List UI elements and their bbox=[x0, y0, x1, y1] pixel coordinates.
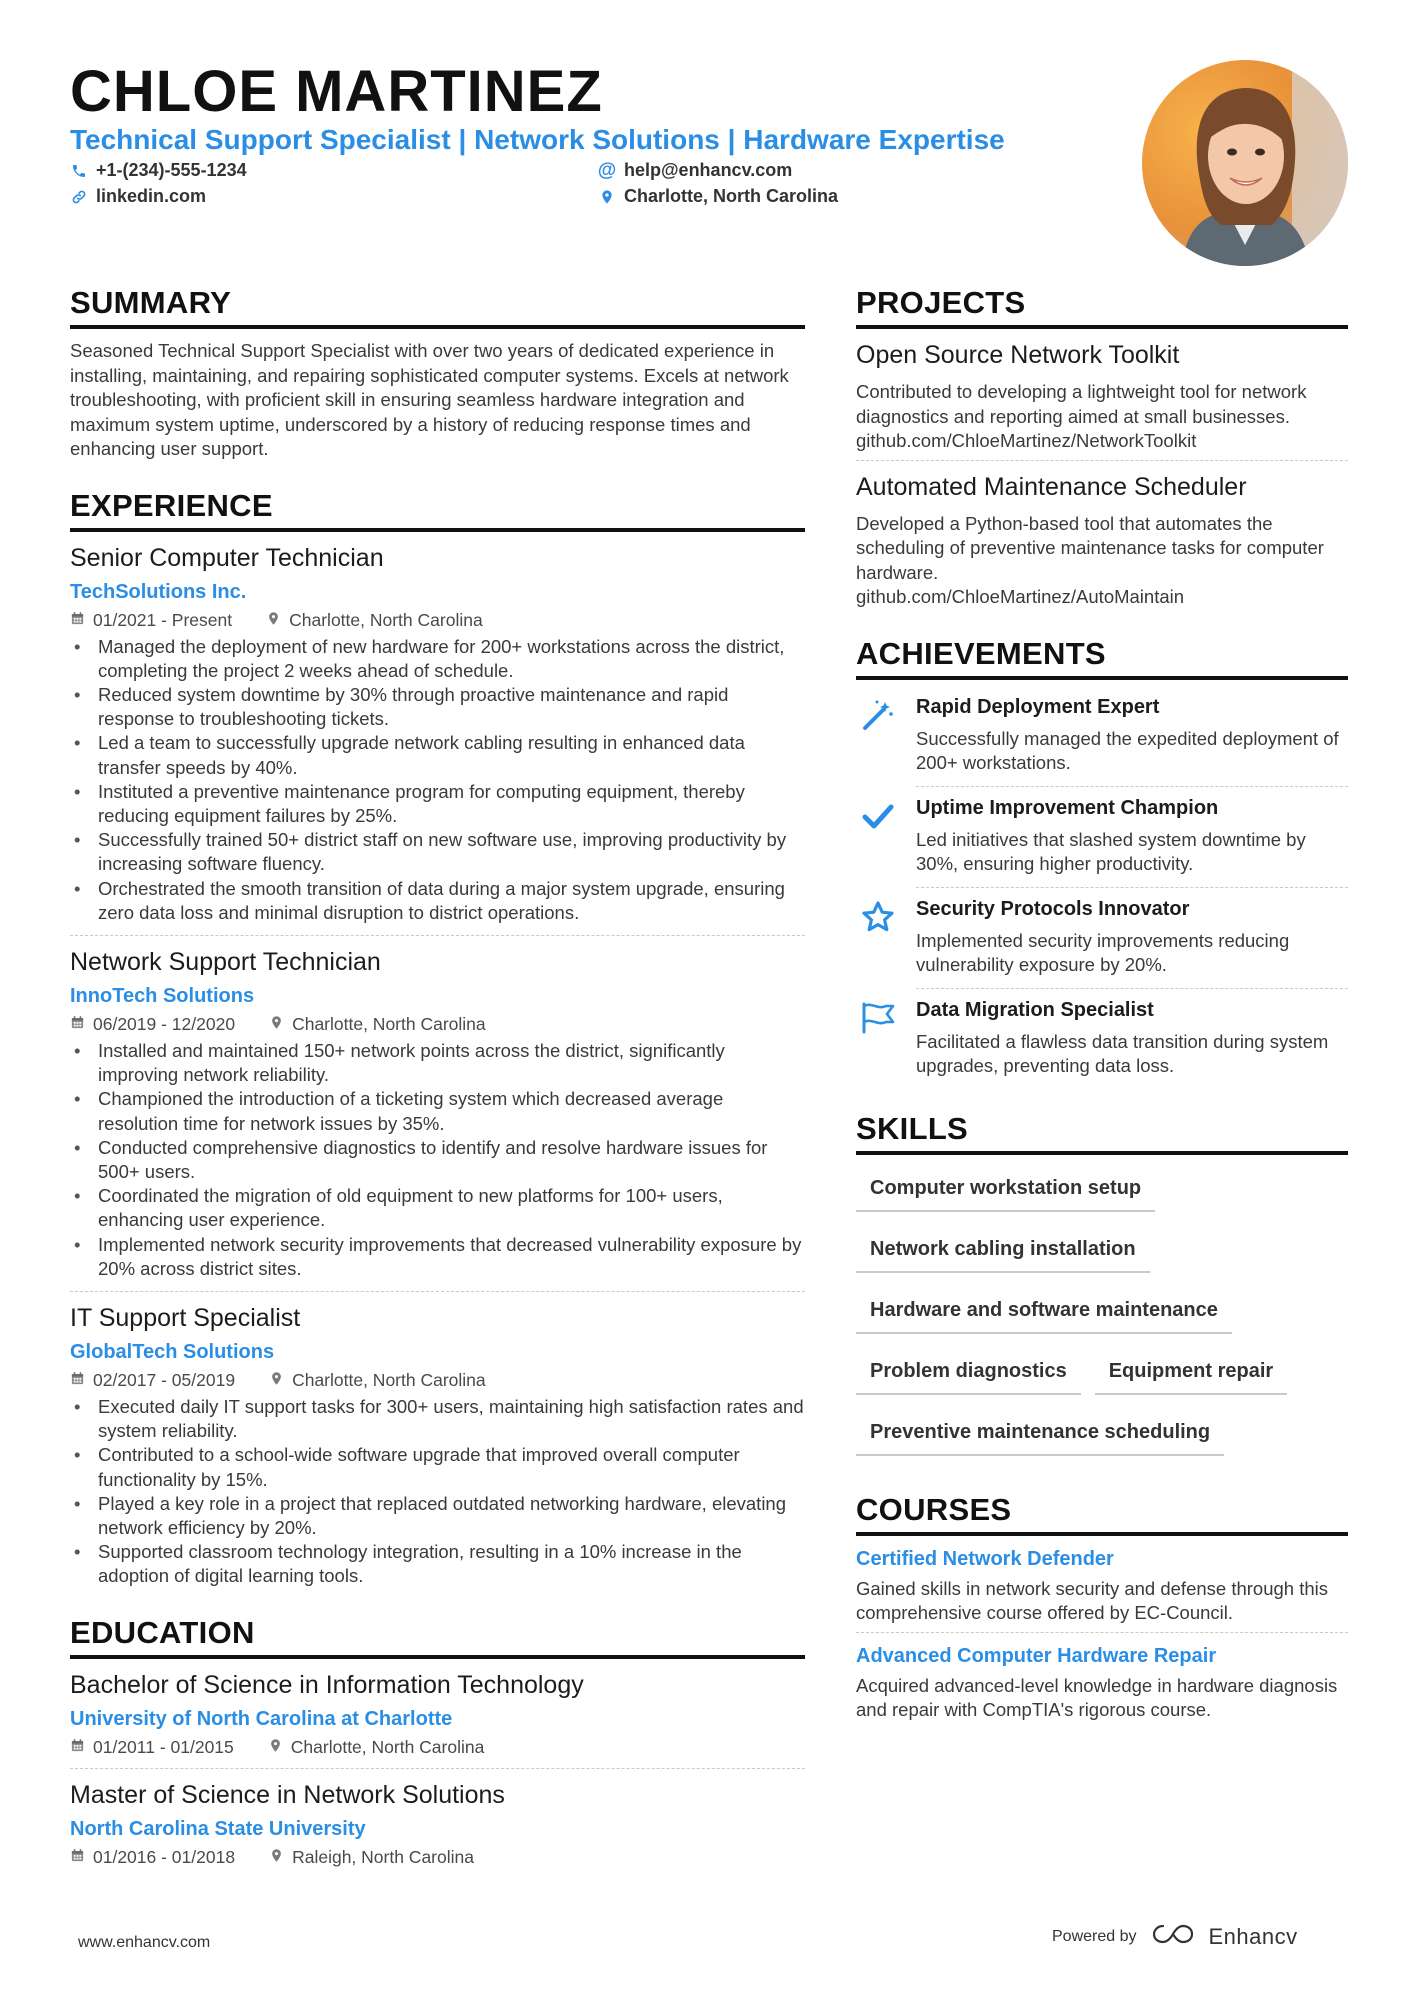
divider bbox=[70, 1768, 805, 1769]
footer-website[interactable]: www.enhancv.com bbox=[78, 1934, 211, 1951]
achievement-title: Data Migration Specialist bbox=[916, 998, 1154, 1021]
course-title: Certified Network Defender bbox=[856, 1547, 1114, 1570]
skill-tag: Hardware and software maintenance bbox=[856, 1287, 1232, 1334]
achievement-item bbox=[856, 888, 1348, 988]
bullet-item: • Executed daily IT support tasks for 300+ users, maintaining high satisfaction rates and system reliability. bbox=[70, 1395, 805, 1443]
skill-tag: Equipment repair bbox=[1095, 1348, 1287, 1395]
skills-list bbox=[856, 1165, 1348, 1470]
calendar-icon bbox=[70, 1847, 85, 1868]
experience-item bbox=[70, 948, 805, 1292]
achievement-item bbox=[856, 686, 1348, 786]
job-bullets bbox=[70, 1395, 805, 1589]
course-title: Advanced Computer Hardware Repair bbox=[856, 1644, 1217, 1667]
job-meta bbox=[70, 1370, 805, 1391]
bullet-item: • Contributed to a school-wide software upgrade that improved overall computer functionality by 15%. bbox=[70, 1443, 805, 1491]
bullet-item: • Supported classroom technology integration, resulting in a 10% increase in the adoption of digital learning tools. bbox=[70, 1540, 805, 1588]
education-dates: 01/2016 - 01/2018 bbox=[93, 1846, 236, 1867]
bullet-item: • Successfully trained 50+ district staff on new software use, improving productivity by increasing software fluency. bbox=[70, 828, 805, 876]
at-icon: @ bbox=[597, 159, 617, 181]
skill-tag: Network cabling installation bbox=[856, 1226, 1150, 1273]
summary-text: Seasoned Technical Support Specialist with over two years of dedicated experience in installing, maintaining, and repairing sophisticated computer systems. Excels at network troubleshooting, with proficient skill in ensuring seamless hardware integration and maximum system uptime, underscored by a history of reducing response times and enhancing user support. bbox=[70, 340, 789, 459]
location-pin-icon bbox=[269, 1014, 284, 1035]
location-pin-icon bbox=[266, 610, 281, 631]
bullet-item: • Conducted comprehensive diagnostics to identify and resolve hardware issues for 500+ users. bbox=[70, 1136, 805, 1184]
link-icon bbox=[70, 188, 88, 206]
school-name: University of North Carolina at Charlotte bbox=[70, 1707, 453, 1730]
job-title: Senior Computer Technician bbox=[70, 543, 384, 572]
company-name: GlobalTech Solutions bbox=[70, 1340, 275, 1363]
candidate-tagline: Technical Support Specialist | Network Solutions | Hardware Expertise bbox=[70, 124, 1005, 155]
calendar-icon bbox=[70, 1737, 85, 1758]
education-item bbox=[70, 1671, 805, 1769]
project-item bbox=[856, 473, 1348, 610]
education-heading: EDUCATION bbox=[70, 1615, 805, 1659]
location-text: Charlotte, North Carolina bbox=[624, 186, 839, 206]
divider bbox=[856, 1632, 1348, 1633]
courses-heading: COURSES bbox=[856, 1492, 1348, 1536]
right-column bbox=[856, 285, 1348, 1723]
divider bbox=[856, 460, 1348, 461]
job-location: Charlotte, North Carolina bbox=[292, 1013, 486, 1034]
achievement-title: Security Protocols Innovator bbox=[916, 897, 1190, 920]
project-item bbox=[856, 341, 1348, 461]
skill-tag: Problem diagnostics bbox=[856, 1348, 1081, 1395]
enhancv-logo-icon bbox=[1151, 1922, 1195, 1951]
experience-item bbox=[70, 1304, 805, 1589]
achievement-description: Successfully managed the expedited deployment of 200+ workstations. bbox=[916, 727, 1339, 773]
school-name: North Carolina State University bbox=[70, 1817, 366, 1840]
location-pin-icon bbox=[268, 1737, 283, 1758]
degree-title: Bachelor of Science in Information Technology bbox=[70, 1670, 584, 1699]
bullet-item: • Implemented network security improvements that decreased vulnerability exposure by 20% across district sites. bbox=[70, 1233, 805, 1281]
brand-name: Enhancv bbox=[1208, 1923, 1298, 1949]
project-link[interactable]: github.com/ChloeMartinez/AutoMaintain bbox=[856, 586, 1185, 607]
flag-icon bbox=[856, 999, 900, 1079]
job-bullets bbox=[70, 1039, 805, 1281]
achievements-heading: ACHIEVEMENTS bbox=[856, 636, 1348, 680]
project-title: Open Source Network Toolkit bbox=[856, 341, 1180, 369]
achievement-title: Rapid Deployment Expert bbox=[916, 695, 1160, 718]
location-pin-icon bbox=[598, 188, 616, 206]
calendar-icon bbox=[70, 610, 85, 631]
job-bullets bbox=[70, 635, 805, 925]
job-dates: 01/2021 - Present bbox=[93, 609, 233, 630]
course-description: Acquired advanced-level knowledge in hardware diagnosis and repair with CompTIA's rigorous course. bbox=[856, 1674, 1338, 1720]
job-dates: 02/2017 - 05/2019 bbox=[93, 1369, 236, 1390]
phone-icon bbox=[70, 162, 88, 180]
bullet-item: • Instituted a preventive maintenance program for computing equipment, thereby reducing equipment failures by 25%. bbox=[70, 780, 805, 828]
email-text[interactable]: help@enhancv.com bbox=[624, 160, 793, 180]
degree-title: Master of Science in Network Solutions bbox=[70, 1780, 505, 1809]
job-title: IT Support Specialist bbox=[70, 1303, 301, 1332]
bullet-item: • Led a team to successfully upgrade network cabling resulting in enhanced data transfer speeds by 40%. bbox=[70, 731, 805, 779]
divider bbox=[70, 1291, 805, 1292]
achievement-item bbox=[856, 787, 1348, 887]
achievement-title: Uptime Improvement Champion bbox=[916, 796, 1219, 819]
contact-email bbox=[598, 160, 792, 181]
job-location: Charlotte, North Carolina bbox=[289, 609, 483, 630]
job-meta bbox=[70, 1014, 805, 1035]
bullet-item: • Played a key role in a project that replaced outdated networking hardware, elevating network efficiency by 20%. bbox=[70, 1492, 805, 1540]
calendar-icon bbox=[70, 1014, 85, 1035]
location-pin-icon bbox=[269, 1847, 284, 1868]
project-title: Automated Maintenance Scheduler bbox=[856, 472, 1247, 501]
job-location: Charlotte, North Carolina bbox=[292, 1369, 486, 1390]
project-description: Developed a Python-based tool that automates the scheduling of preventive maintenance tasks for computer hardware. bbox=[856, 512, 1324, 583]
bullet-item: • Installed and maintained 150+ network points across the district, significantly improving network reliability. bbox=[70, 1039, 805, 1087]
powered-by-text: Powered by bbox=[1052, 1927, 1137, 1945]
bullet-item: • Coordinated the migration of old equipment to new platforms for 100+ users, enhancing user experience. bbox=[70, 1184, 805, 1232]
company-name: TechSolutions Inc. bbox=[70, 580, 247, 603]
profile-photo bbox=[1142, 60, 1348, 266]
job-meta bbox=[70, 610, 805, 631]
course-item bbox=[856, 1548, 1348, 1633]
education-dates: 01/2011 - 01/2015 bbox=[93, 1736, 234, 1757]
education-meta bbox=[70, 1847, 805, 1868]
location-pin-icon bbox=[269, 1370, 284, 1391]
contact-location bbox=[598, 186, 838, 207]
star-icon bbox=[856, 898, 900, 978]
bullet-item: • Reduced system downtime by 30% through proactive maintenance and rapid response to troubleshooting tickets. bbox=[70, 683, 805, 731]
achievement-item bbox=[856, 989, 1348, 1089]
skill-tag: Computer workstation setup bbox=[856, 1165, 1155, 1212]
company-name: InnoTech Solutions bbox=[70, 984, 255, 1007]
job-title: Network Support Technician bbox=[70, 947, 381, 976]
checkmark-icon bbox=[856, 797, 900, 877]
project-description: Contributed to developing a lightweight tool for network diagnostics and reporting aimed at small businesses. bbox=[856, 381, 1307, 427]
linkedin-text[interactable]: linkedin.com bbox=[96, 186, 207, 206]
project-link[interactable]: github.com/ChloeMartinez/NetworkToolkit bbox=[856, 430, 1197, 451]
magic-wand-icon bbox=[856, 696, 900, 776]
job-dates: 06/2019 - 12/2020 bbox=[93, 1013, 236, 1034]
bullet-item: • Orchestrated the smooth transition of data during a major system upgrade, ensuring zero data loss and minimal disruption to district operations. bbox=[70, 877, 805, 925]
education-meta bbox=[70, 1737, 805, 1758]
bullet-item: • Managed the deployment of new hardware for 200+ workstations across the district, completing the project 2 weeks ahead of schedule. bbox=[70, 635, 805, 683]
contact-linkedin bbox=[70, 186, 206, 207]
left-column bbox=[70, 285, 805, 1868]
projects-heading: PROJECTS bbox=[856, 285, 1348, 329]
experience-heading: EXPERIENCE bbox=[70, 488, 805, 532]
summary-heading: SUMMARY bbox=[70, 285, 805, 329]
skill-tag: Preventive maintenance scheduling bbox=[856, 1409, 1224, 1456]
achievement-description: Implemented security improvements reducing vulnerability exposure by 20%. bbox=[916, 929, 1290, 975]
bullet-item: • Championed the introduction of a ticketing system which decreased average resolution time for network issues by 35%. bbox=[70, 1087, 805, 1135]
course-item bbox=[856, 1645, 1348, 1723]
achievement-description: Led initiatives that slashed system downtime by 30%, ensuring higher productivity. bbox=[916, 828, 1306, 874]
education-item bbox=[70, 1781, 805, 1868]
candidate-name: CHLOE MARTINEZ bbox=[70, 59, 603, 124]
divider bbox=[70, 935, 805, 936]
education-location: Raleigh, North Carolina bbox=[292, 1846, 474, 1867]
phone-text: +1-(234)-555-1234 bbox=[96, 160, 247, 180]
skills-heading: SKILLS bbox=[856, 1111, 1348, 1155]
course-description: Gained skills in network security and defense through this comprehensive course offered by EC-Council. bbox=[856, 1577, 1329, 1623]
achievement-description: Facilitated a flawless data transition during system upgrades, preventing data loss. bbox=[916, 1030, 1329, 1076]
contact-phone bbox=[70, 160, 247, 181]
calendar-icon bbox=[70, 1370, 85, 1391]
experience-item bbox=[70, 544, 805, 936]
education-location: Charlotte, North Carolina bbox=[290, 1736, 485, 1757]
footer-branding bbox=[1052, 1922, 1298, 1951]
